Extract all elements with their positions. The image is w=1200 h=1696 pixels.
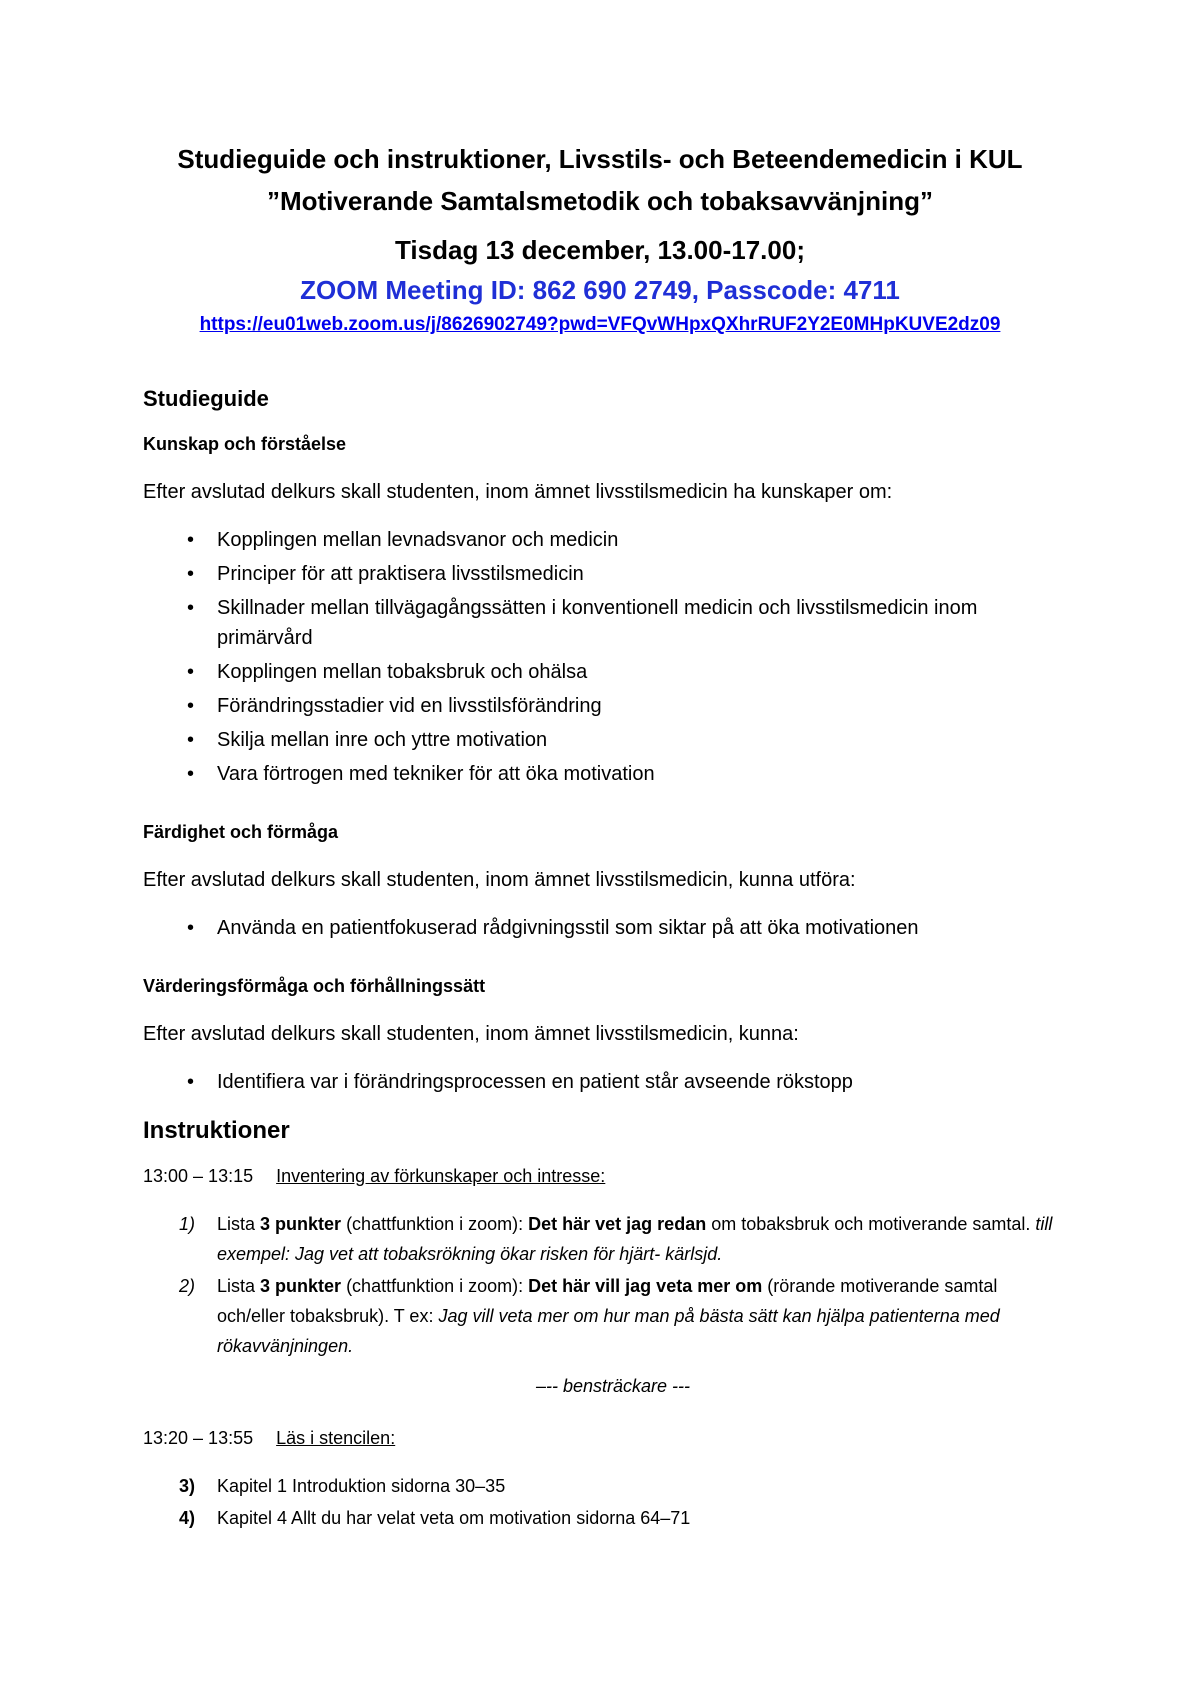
document-body xyxy=(143,385,1063,1545)
knowledge-list xyxy=(143,525,1063,789)
step-item xyxy=(143,1209,1063,1269)
step-number: 3) xyxy=(179,1476,196,1496)
values-list xyxy=(143,1067,1063,1097)
step-number: 2) xyxy=(179,1276,196,1296)
list-item xyxy=(143,559,1063,589)
zoom-meeting-link[interactable]: https://eu01web.zoom.us/j/8626902749?pwd=VFQvWHpxQXhrRUF2Y2E0MHpKUVE2dz09 xyxy=(199,314,1001,335)
list-item-text: Använda en patientfokuserad rådgivningsstil som siktar på att öka motivationen xyxy=(217,917,919,939)
step-text: Kapitel 4 Allt du har velat veta om motivation sidorna 64–71 xyxy=(217,1508,691,1528)
knowledge-heading: Kunskap och förståelse xyxy=(143,434,347,454)
zoom-meeting-info: ZOOM Meeting ID: 862 690 2749, Passcode: 4711 xyxy=(300,275,900,305)
knowledge-intro: Efter avslutad delkurs skall studenten, inom ämnet livsstilsmedicin ha kunskaper om: xyxy=(143,481,893,503)
list-item-text: Skillnader mellan tillvägagångssätten i konventionell medicin och livsstilsmedicin inom primärvård xyxy=(217,597,978,649)
list-item-text: Principer för att praktisera livsstilsmedicin xyxy=(217,563,584,585)
step-item xyxy=(143,1503,1063,1533)
bullet-icon: • xyxy=(187,529,195,551)
step-emphasis: 3 punkter xyxy=(260,1276,342,1296)
bullet-icon: • xyxy=(187,763,195,785)
studieguide-heading: Studieguide xyxy=(143,386,269,411)
steps-list-1 xyxy=(143,1209,1063,1361)
list-item-text: Identifiera var i förändringsprocessen en patient står avseende rökstopp xyxy=(217,1071,853,1093)
skills-list xyxy=(143,913,1063,943)
step-text: Lista xyxy=(217,1214,261,1234)
list-item xyxy=(143,759,1063,789)
title-line-1: Studieguide och instruktioner, Livsstils- och Beteendemedicin i KUL xyxy=(177,144,1023,174)
bullet-icon: • xyxy=(187,729,195,751)
list-item xyxy=(143,913,1063,943)
list-item xyxy=(143,593,1063,653)
list-item-text: Förändringsstadier vid en livsstilsförändring xyxy=(217,695,602,717)
bullet-icon: • xyxy=(187,1071,195,1093)
step-example: till exempel: Jag vet att tobaksrökning ökar risken för hjärt- kärlsjd. xyxy=(217,1214,1053,1264)
step-text: om tobaksbruk och motiverande samtal. xyxy=(706,1214,1036,1234)
break-note: –-- bensträckare --- xyxy=(535,1376,691,1396)
list-item xyxy=(143,691,1063,721)
step-text: (chattfunktion i zoom): xyxy=(341,1214,529,1234)
title-line-2: ”Motiverande Samtalsmetodik och tobaksavvänjning” xyxy=(266,186,934,216)
step-number: 1) xyxy=(179,1214,196,1234)
step-text: Kapitel 1 Introduktion sidorna 30–35 xyxy=(217,1476,506,1496)
bullet-icon: • xyxy=(187,917,195,939)
step-emphasis: Det här vill jag veta mer om xyxy=(528,1276,763,1296)
step-text: (rörande motiverande samtal och/eller tobaksbruk). T ex: xyxy=(217,1276,998,1326)
instructions-heading: Instruktioner xyxy=(143,1117,290,1144)
list-item xyxy=(143,725,1063,755)
schedule-time: 13:00 – 13:15 xyxy=(143,1166,254,1186)
schedule-activity: Inventering av förkunskaper och intresse: xyxy=(276,1166,606,1186)
list-item-text: Skilja mellan inre och yttre motivation xyxy=(217,729,548,751)
schedule-activity: Läs i stencilen: xyxy=(276,1428,396,1448)
list-item xyxy=(143,657,1063,687)
step-emphasis: Det här vet jag redan xyxy=(528,1214,707,1234)
steps-list-2 xyxy=(143,1471,1063,1533)
document-header xyxy=(0,138,1200,338)
list-item-text: Kopplingen mellan levnadsvanor och medicin xyxy=(217,529,619,551)
list-item xyxy=(143,1067,1063,1097)
bullet-icon: • xyxy=(187,695,195,717)
bullet-icon: • xyxy=(187,597,195,619)
bullet-icon: • xyxy=(187,563,195,585)
list-item-text: Kopplingen mellan tobaksbruk och ohälsa xyxy=(217,661,588,683)
step-number: 4) xyxy=(179,1508,196,1528)
document-title xyxy=(0,138,1200,222)
step-emphasis: 3 punkter xyxy=(260,1214,342,1234)
schedule-time: 13:20 – 13:55 xyxy=(143,1428,254,1448)
skills-intro: Efter avslutad delkurs skall studenten, inom ämnet livsstilsmedicin, kunna utföra: xyxy=(143,869,856,891)
values-heading: Värderingsförmåga och förhållningssätt xyxy=(143,976,486,996)
step-text: Lista xyxy=(217,1276,261,1296)
bullet-icon: • xyxy=(187,661,195,683)
schedule-block-2 xyxy=(143,1425,1063,1451)
step-item xyxy=(143,1271,1063,1361)
step-text: (chattfunktion i zoom): xyxy=(341,1276,529,1296)
values-intro: Efter avslutad delkurs skall studenten, inom ämnet livsstilsmedicin, kunna: xyxy=(143,1023,799,1045)
list-item-text: Vara förtrogen med tekniker för att öka motivation xyxy=(217,763,655,785)
step-example: Jag vill veta mer om hur man på bästa sätt kan hjälpa patienterna med rökavvänjningen. xyxy=(217,1306,1000,1356)
step-item xyxy=(143,1471,1063,1501)
skills-heading: Färdighet och förmåga xyxy=(143,822,339,842)
session-date: Tisdag 13 december, 13.00-17.00; xyxy=(395,235,805,265)
schedule-block-1 xyxy=(143,1163,1063,1189)
list-item xyxy=(143,525,1063,555)
